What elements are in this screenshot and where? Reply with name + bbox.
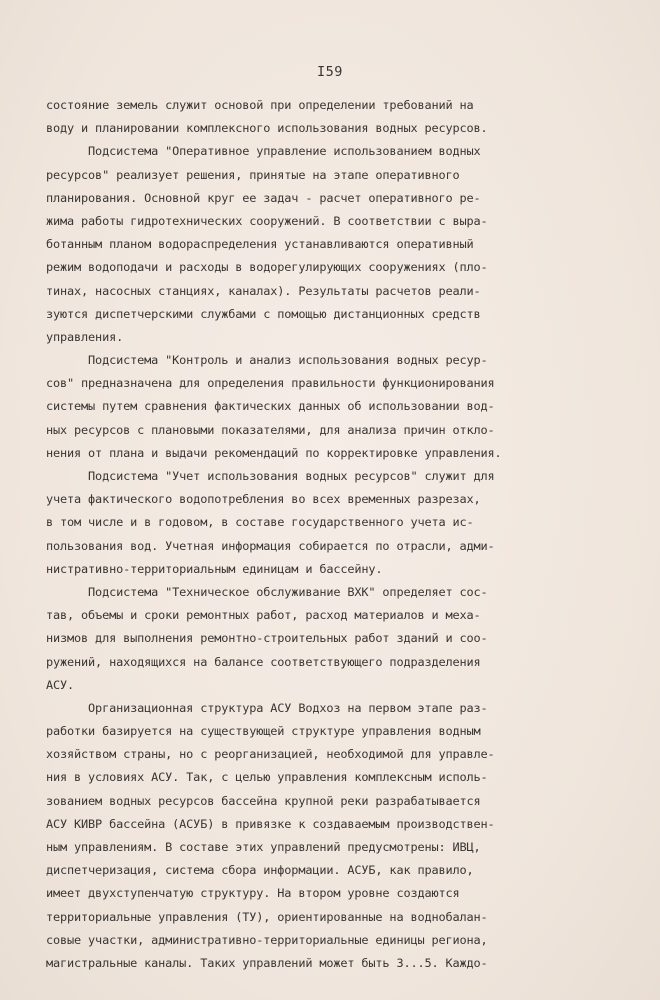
text-line: диспетчеризация, система сбора информации. АСУБ, как правило, <box>46 863 474 878</box>
text-line: тав, объемы и сроки ремонтных работ, расход материалов и меха- <box>46 608 481 623</box>
text-line: учета фактического водопотребления во всех временных разрезах, <box>46 492 481 507</box>
text-line: территориальные управления (ТУ), ориентированные на воднобалан- <box>46 909 488 924</box>
text-line: АСУ КИВР бассейна (АСУБ) в привязке к создаваемым производствен- <box>46 816 495 831</box>
text-line: ным управлениям. В составе этих управлений предусмотрены: ИВЦ, <box>46 840 481 854</box>
text-line: системы путем сравнения фактических данных об использовании вод- <box>46 399 495 414</box>
text-line: в том числе и в годовом, в составе государственного учета ис- <box>46 515 474 530</box>
text-line: низмов для выполнения ремонтно-строительных работ зданий и соо- <box>46 631 488 646</box>
text-line: нистративно-территориальным единицам и бассейну. <box>46 561 383 576</box>
text-line: зуются диспетчерскими службами с помощью дистанционных средств <box>46 306 481 321</box>
text-line: Организационная структура АСУ Водхоз на первом этапе раз- <box>46 700 488 715</box>
text-line: управления. <box>46 329 124 344</box>
text-line: ных ресурсов с плановыми показателями, для анализа причин откло- <box>46 422 495 437</box>
page-number: I59 <box>317 64 343 80</box>
text-line: режим водоподачи и расходы в водорегулирующих сооружениях (пло- <box>46 260 488 275</box>
text-line: тинах, насосных станциях, каналах). Результаты расчетов реали- <box>46 283 481 298</box>
text-line: состояние земель служит основой при определении требований на <box>46 98 474 112</box>
text-line: Подсистема "Оперативное управление использованием водных <box>46 144 481 159</box>
text-line: ресурсов" реализует решения, принятые на этапе оперативного <box>46 167 460 182</box>
text-line: воду и планировании комплексного использования водных ресурсов. <box>46 121 488 136</box>
text-line: ния в условиях АСУ. Так, с целью управления комплексным исполь- <box>46 770 488 785</box>
text-line: жима работы гидротехнических сооружений. В соответствии с выра- <box>46 213 488 228</box>
text-line: работки базируется на существующей структуре управления водным <box>46 724 481 739</box>
text-line: Подсистема "Учет использования водных ресурсов" служит для <box>46 469 495 483</box>
text-line: АСУ. <box>46 677 75 692</box>
body-text <box>46 94 626 975</box>
text-line: ботанным планом водораспределения устанавливаются оперативный <box>46 237 474 252</box>
text-line: магистральные каналы. Таких управлений может быть 3...5. Каждо- <box>46 955 488 970</box>
text-line: пользования вод. Учетная информация собирается по отрасли, адми- <box>46 538 495 553</box>
text-line: совые участки, административно-территориальные единицы региона, <box>46 932 488 947</box>
text-line: Подсистема "Техническое обслуживание ВХК" определяет сос- <box>46 584 488 599</box>
text-line: планирования. Основной круг ее задач - расчет оперативного ре- <box>46 190 481 205</box>
text-line: сов" предназначена для определения правильности функционирования <box>46 376 495 391</box>
text-line: имеет двухступенчатую структуру. На втором уровне создаются <box>46 886 460 901</box>
text-line: зованием водных ресурсов бассейна крупной реки разрабатывается <box>46 793 481 808</box>
text-line: ружений, находящихся на балансе соответствующего подразделения <box>46 654 481 669</box>
text-line: Подсистема "Контроль и анализ использования водных ресур- <box>46 353 488 368</box>
text-line: хозяйством страны, но с реорганизацией, необходимой для управле- <box>46 747 495 762</box>
text-line: нения от плана и выдачи рекомендаций по корректировке управления. <box>46 445 502 460</box>
